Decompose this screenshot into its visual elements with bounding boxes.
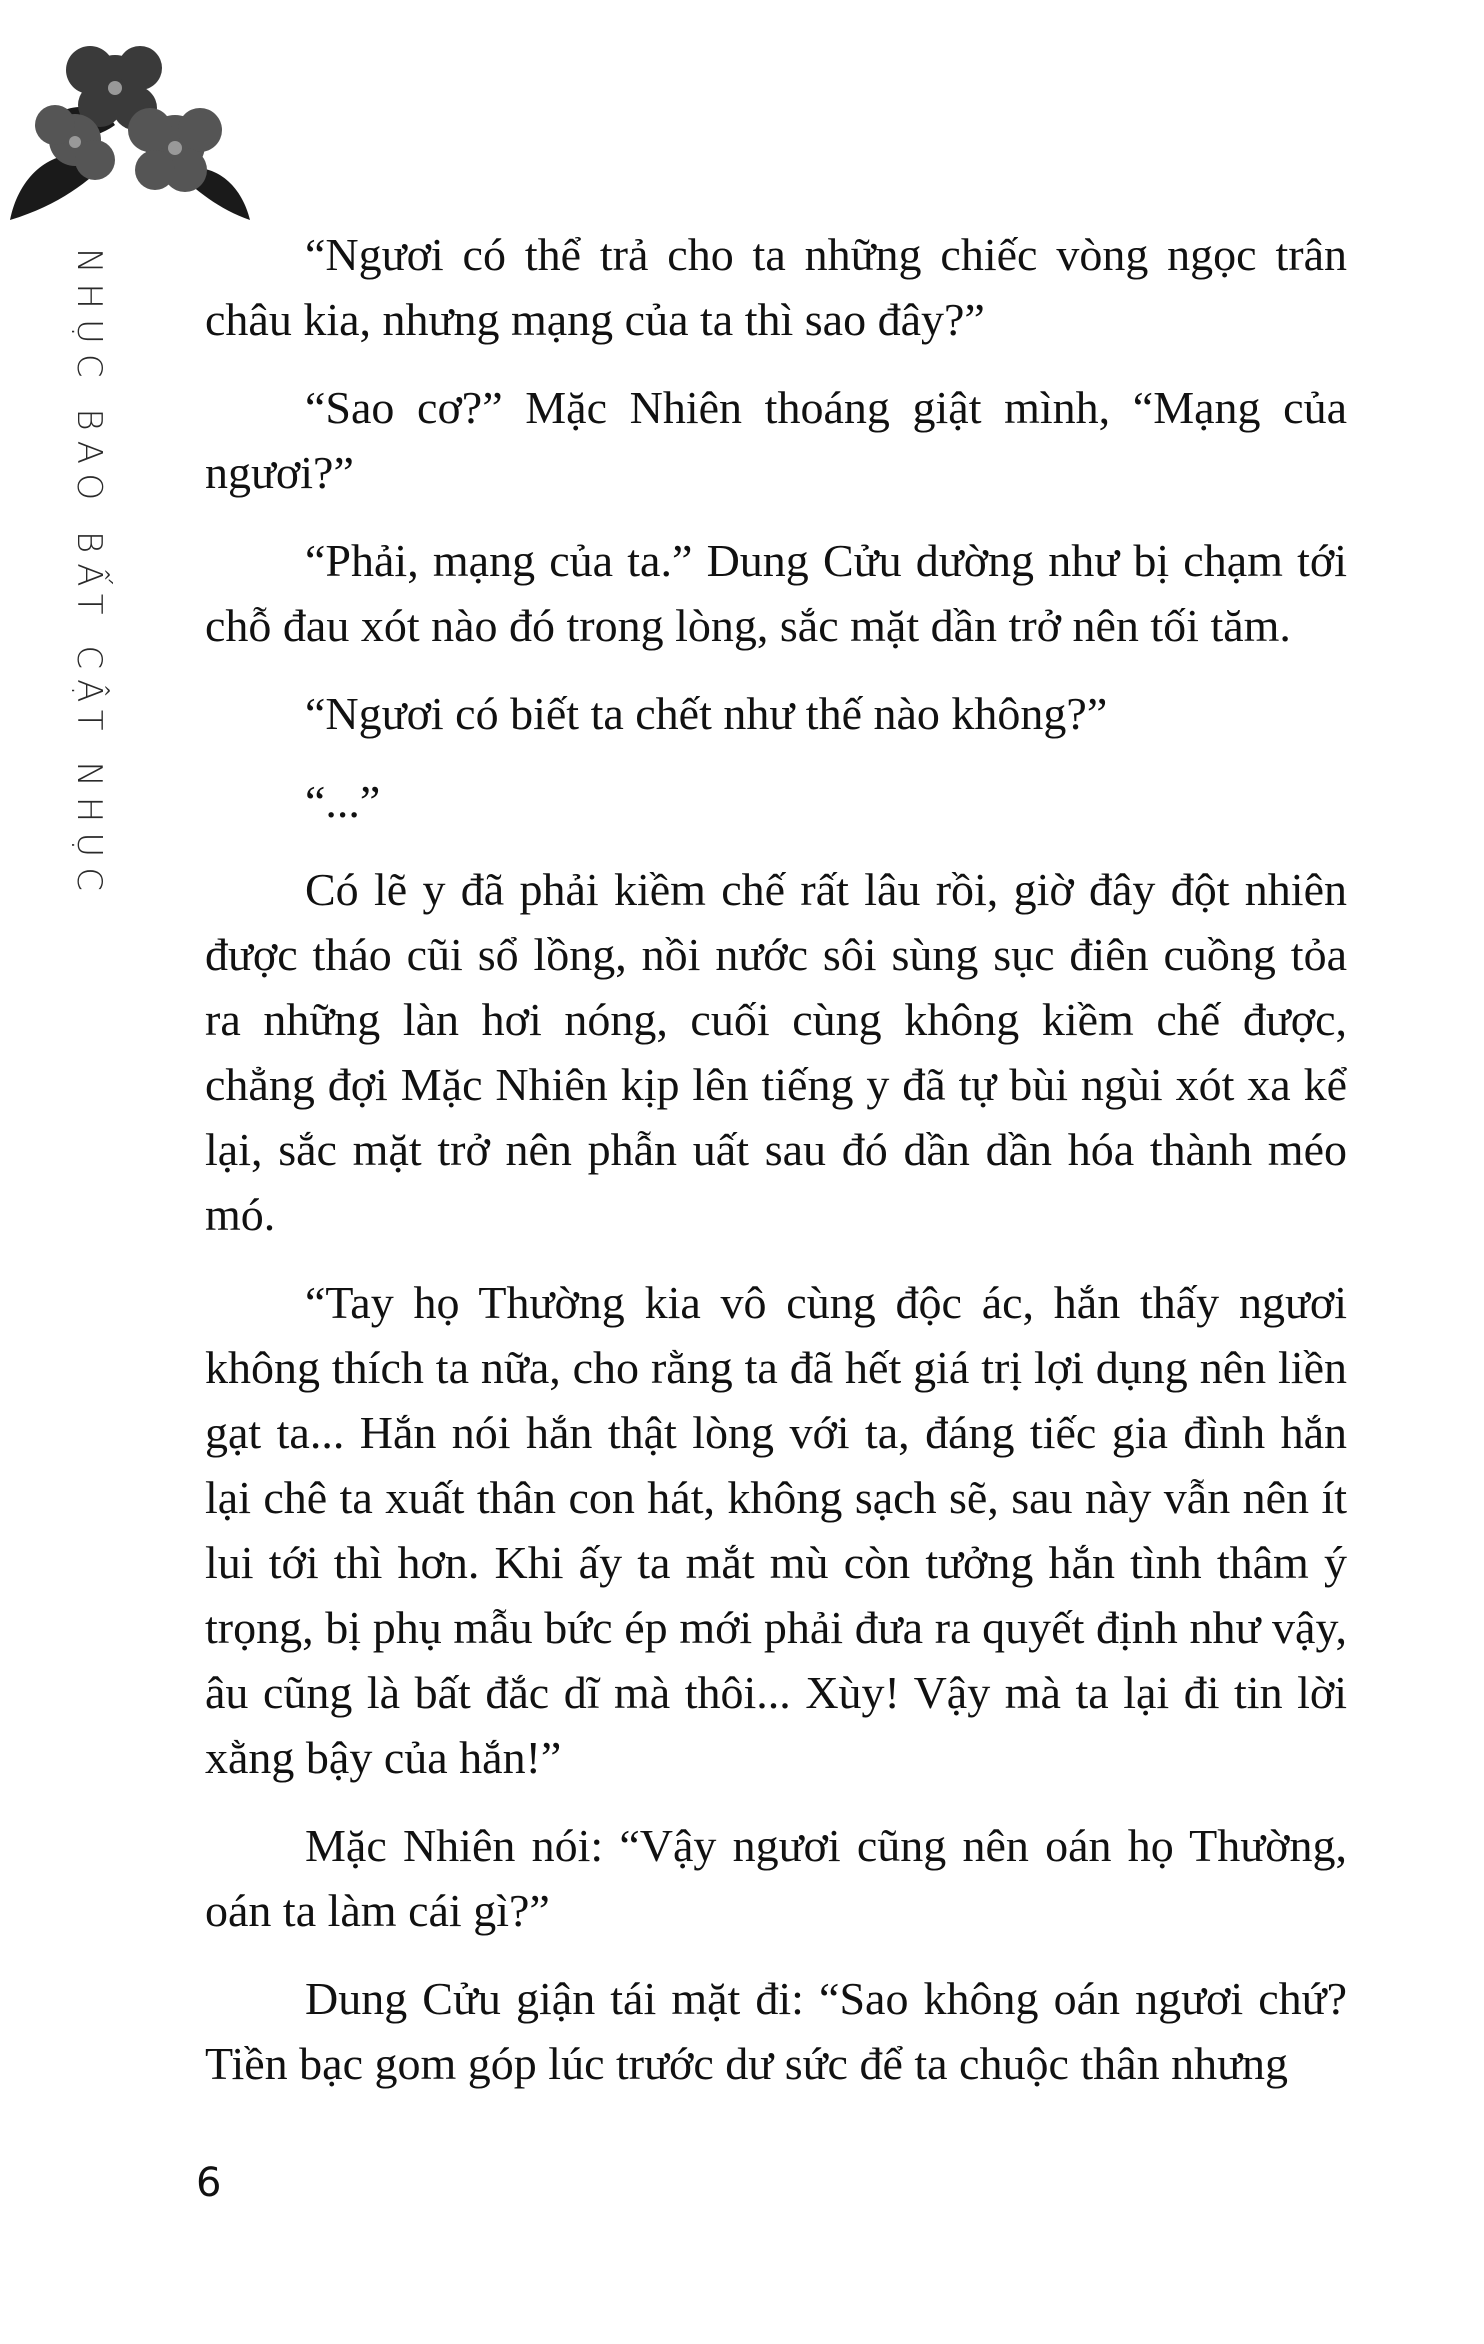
paragraph: Mặc Nhiên nói: “Vậy ngươi cũng nên oán họ Thường, oán ta làm cái gì?” bbox=[205, 1820, 1347, 1936]
paragraph: “Sao cơ?” Mặc Nhiên thoáng giật mình, “Mạng của ngươi?” bbox=[205, 382, 1347, 498]
paragraph: Có lẽ y đã phải kiềm chế rất lâu rồi, giờ đây đột nhiên được tháo cũi sổ lồng, nồi nước sôi sùng sục điên cuồng tỏa ra những làn hơi nóng, cuối cùng không kiềm chế được, chẳng đợi Mặc Nhiên kịp lên tiếng y đã tự bùi ngùi xót xa kể lại, sắc mặt trở nên phẫn uất sau đó dần dần hóa thành méo mó. bbox=[205, 864, 1347, 1240]
flower-ornament bbox=[0, 20, 260, 225]
running-title: NHỤC BAO BẤT CẬT NHỤC bbox=[69, 248, 109, 901]
paragraph: “Tay họ Thường kia vô cùng độc ác, hắn thấy ngươi không thích ta nữa, cho rằng ta đã hết giá trị lợi dụng nên liền gạt ta... Hắn nói hắn thật lòng với ta, đáng tiếc gia đình hắn lại chê ta xuất thân con hát, không sạch sẽ, sau này vẫn nên ít lui tới thì hơn. Khi ấy ta mắt mù còn tưởng hắn tình thâm ý trọng, bị phụ mẫu bức ép mới phải đưa ra quyết định như vậy, âu cũng là bất đắc dĩ mà thôi... Xùy! Vậy mà ta lại đi tin lời xằng bậy của hắn!” bbox=[205, 1277, 1347, 1783]
paragraph: “Phải, mạng của ta.” Dung Cửu dường như bị chạm tới chỗ đau xót nào đó trong lòng, sắc mặt dần trở nên tối tăm. bbox=[205, 535, 1347, 651]
page-number: 6 bbox=[196, 2160, 222, 2206]
paragraph: “Ngươi có biết ta chết như thế nào không?” bbox=[305, 688, 1108, 739]
body-text bbox=[205, 222, 1347, 2119]
paragraph: “...” bbox=[305, 776, 381, 827]
paragraph: “Ngươi có thể trả cho ta những chiếc vòng ngọc trân châu kia, nhưng mạng của ta thì sao đây?” bbox=[205, 229, 1347, 345]
paragraph: Dung Cửu giận tái mặt đi: “Sao không oán ngươi chứ? Tiền bạc gom góp lúc trước dư sức để ta chuộc thân nhưng bbox=[205, 1973, 1347, 2089]
